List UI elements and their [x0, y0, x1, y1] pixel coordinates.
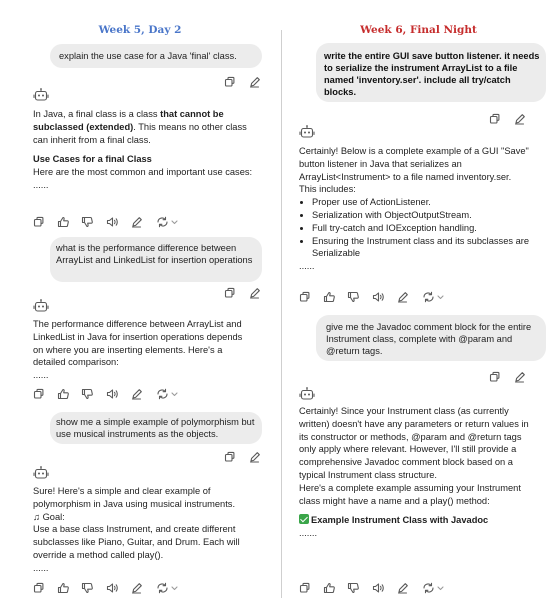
user-message-actions [489, 371, 529, 383]
truncation-ellipsis: ...... [33, 179, 49, 190]
thumbs-down-icon[interactable] [81, 388, 94, 400]
robot-icon [299, 387, 315, 401]
copy-icon[interactable] [489, 113, 501, 125]
chevron-down-icon[interactable] [436, 582, 445, 594]
thumbs-up-icon[interactable] [57, 582, 70, 594]
thumbs-up-icon[interactable] [57, 216, 70, 228]
answer-text: Here are the most common and important use cases: [33, 167, 253, 178]
answer-text: In Java, a final class is a class [33, 109, 161, 119]
truncation-ellipsis: ...... [33, 370, 49, 381]
thumbs-up-icon[interactable] [57, 388, 70, 400]
user-message: what is the performance difference between ArrayList and LinkedList for insertion operations [50, 237, 262, 282]
regenerate-icon[interactable] [422, 291, 435, 303]
answer-text: Certainly! Since your Instrument class (as currently written) doesn't have any parameters or return values in its constructor or methods, @param and @return tags only apply where relevant. However, I'll still provide a comprehensive Javadoc comment block based on a typical Instrument class structure. [299, 406, 529, 480]
assistant-message-actions [33, 216, 193, 228]
check-icon [299, 514, 309, 524]
truncation-ellipsis: ...... [299, 261, 315, 272]
chevron-down-icon[interactable] [170, 582, 179, 594]
list-item: • Full try-catch and IOException handling. [312, 222, 531, 235]
regenerate-icon[interactable] [156, 216, 169, 228]
answer-text: Goal: [42, 511, 65, 522]
pencil-icon[interactable] [514, 113, 526, 125]
assistant-message [299, 145, 531, 273]
list-item: • Serialization with ObjectOutputStream. [312, 209, 531, 222]
assistant-message [33, 485, 265, 575]
feature-list [299, 196, 531, 260]
pencil-icon[interactable] [397, 291, 410, 303]
assistant-message-actions [33, 582, 193, 594]
thumbs-down-icon[interactable] [347, 291, 360, 303]
truncation-ellipsis: ....... [299, 528, 318, 539]
thumbs-down-icon[interactable] [81, 582, 94, 594]
copy-icon[interactable] [224, 76, 236, 88]
answer-text: This includes: [299, 184, 356, 195]
chevron-down-icon[interactable] [436, 291, 445, 303]
assistant-message-actions [299, 291, 459, 303]
speaker-icon[interactable] [372, 291, 385, 303]
assistant-message-actions [33, 388, 193, 400]
answer-text: . This means no other class can inherit from a final class. [33, 121, 247, 145]
user-message: write the entire GUI save button listener. it needs to serialize the instrument ArrayList to a file named 'inventory.ser'. include all try/catch blocks. [316, 43, 546, 102]
chevron-down-icon[interactable] [170, 216, 179, 228]
robot-icon [33, 88, 49, 102]
regenerate-icon[interactable] [422, 582, 435, 594]
answer-heading: Use Cases for a final Class [33, 154, 152, 165]
answer-text: Use a base class Instrument, and create different subclasses like Piano, Guitar, and Drum. Each will override a method called play(). [33, 524, 240, 560]
answer-bold-text: that cannot be subclassed (extended) [33, 109, 224, 132]
pencil-icon[interactable] [131, 216, 144, 228]
copy-icon[interactable] [224, 451, 236, 463]
speaker-icon[interactable] [106, 216, 119, 228]
list-item: • Ensuring the Instrument class and its subclasses are Serializable [312, 235, 531, 261]
answer-heading: Example Instrument Class with Javadoc [311, 515, 489, 526]
copy-icon[interactable] [33, 582, 46, 594]
answer-text: Here's a complete example assuming your Instrument class might have a name and a play() method: [299, 482, 521, 506]
thumbs-down-icon[interactable] [81, 216, 94, 228]
thumbs-down-icon[interactable] [347, 582, 360, 594]
right-column-title: Week 6, Final Night [360, 24, 477, 36]
robot-icon [33, 299, 49, 313]
assistant-message-actions [299, 582, 459, 594]
column-divider [281, 30, 282, 598]
list-item: • Proper use of ActionListener. [312, 196, 531, 209]
assistant-message [33, 318, 255, 382]
copy-icon[interactable] [299, 291, 312, 303]
thumbs-up-icon[interactable] [323, 291, 336, 303]
copy-icon[interactable] [33, 388, 46, 400]
pencil-icon[interactable] [397, 582, 410, 594]
user-message-actions [224, 76, 264, 88]
thumbs-up-icon[interactable] [323, 582, 336, 594]
answer-text: The performance difference between ArrayList and LinkedList in Java for insertion operations depends on where you are inserting elements. Here's a detailed comparison: [33, 319, 243, 368]
speaker-icon[interactable] [106, 388, 119, 400]
chevron-down-icon[interactable] [170, 388, 179, 400]
pencil-icon[interactable] [131, 388, 144, 400]
speaker-icon[interactable] [372, 582, 385, 594]
pencil-icon[interactable] [514, 371, 526, 383]
speaker-icon[interactable] [106, 582, 119, 594]
truncation-ellipsis: ...... [33, 562, 49, 573]
answer-text: Certainly! Below is a complete example of a GUI "Save" button listener in Java that serializes an ArrayList<Instrument> to a file named inventory.ser. [299, 146, 529, 182]
left-column-title: Week 5, Day 2 [98, 24, 182, 36]
copy-icon[interactable] [33, 216, 46, 228]
pencil-icon[interactable] [249, 76, 261, 88]
user-message-actions [489, 113, 529, 125]
user-message-actions [224, 451, 264, 463]
user-message: explain the use case for a Java 'final' class. [50, 44, 262, 68]
user-message: show me a simple example of polymorphism but use musical instruments as the objects. [50, 412, 262, 444]
pencil-icon[interactable] [249, 287, 261, 299]
copy-icon[interactable] [299, 582, 312, 594]
music-note-icon: ♫ [33, 511, 40, 522]
assistant-message [299, 405, 533, 540]
answer-text: Sure! Here's a simple and clear example of polymorphism in Java using musical instruments. [33, 486, 236, 509]
robot-icon [299, 125, 315, 139]
robot-icon [33, 466, 49, 480]
regenerate-icon[interactable] [156, 388, 169, 400]
copy-icon[interactable] [224, 287, 236, 299]
pencil-icon[interactable] [249, 451, 261, 463]
user-message: give me the Javadoc comment block for the entire Instrument class, complete with @param and @return tags. [316, 315, 546, 361]
regenerate-icon[interactable] [156, 582, 169, 594]
pencil-icon[interactable] [131, 582, 144, 594]
assistant-message [33, 108, 263, 192]
user-message-actions [224, 287, 264, 299]
copy-icon[interactable] [489, 371, 501, 383]
